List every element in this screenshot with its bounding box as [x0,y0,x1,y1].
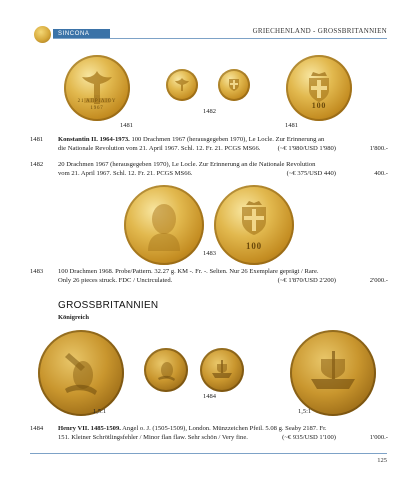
section-heading: GRIECHENLAND - GROSSBRITANNIEN [252,27,387,35]
coin-1481-date: 1967 [90,106,104,111]
coin-1484-reverse-large [290,330,376,416]
lot-text: 20 Drachmen 1967 (herausgegeben 1970), Le Locle. Zur Erinnerung an die Nationale Revolution vom 21. April 1967. Schl. 12. Fr. 21. PCGS MS66. [58,161,316,177]
lot-text: 100 Drachmen 1967 (herausgegeben 1970), Le Locle. Zur Erinnerung an die Nationale Revolution vom 21. April 1967. Schl. 12. Fr. 21. PCGS MS66. [58,136,325,152]
footer-divider [30,453,387,454]
lot-number: 1481 [30,136,44,143]
lot-number: 1483 [30,268,44,275]
coin-1481-legend: 21 AΠΡΙΛΙΟΥ [77,99,117,104]
lot-price: 1'000.- [369,434,388,441]
coin-1484-reverse [200,348,244,392]
coin-1482-obverse [166,69,198,101]
lot-estimate: (~€ 935/USD 1'100) [282,434,336,441]
lot-estimate: (~€ 1'980/USD 1'980) [277,145,336,152]
figure-label-1481-right: 1481 [285,122,298,129]
header-divider [53,38,387,39]
brand-label: SINCONA [58,31,90,37]
lot-1484 [30,424,390,444]
lot-estimate: (~€ 1'870/USD 2'200) [277,277,336,284]
lot-text: Angel o. J. (1505-1509), London. Münzzeichen Pfeil. 5.08 g. Seaby 2187. Fr. 151. Kleiner Schrötlingsfehler / Minor flan flaw. Sehr schön / Very fine. [58,425,327,441]
lot-title: Konstantin II. 1964-1973. [58,136,130,143]
lot-price: 400.- [374,170,388,177]
lot-1481 [30,135,390,155]
section-subtitle: Königreich [58,314,89,321]
scale-label-right: 1,5:1 [298,408,312,415]
figure-label-1482: 1482 [203,108,216,115]
scale-label-left: 1,5:1 [93,408,107,415]
king-portrait-icon [138,197,190,253]
lot-title: Henry VII. 1485-1509. [58,425,121,432]
figure-label-1481-left: 1481 [120,122,133,129]
coat-of-arms-icon [225,76,243,94]
coin-1483-value: 100 [246,241,262,251]
phoenix-soldier-icon [74,65,120,111]
lot-1482 [30,160,390,180]
archangel-michael-icon [151,355,181,385]
phoenix-icon [172,75,192,95]
lot-price: 2'000.- [369,277,388,284]
ship-shield-icon [303,343,363,403]
ship-shield-icon [207,355,237,385]
coin-1483-reverse [214,185,294,265]
page-number: 125 [377,457,387,464]
lot-price: 1'800.- [369,145,388,152]
page-header [0,0,418,40]
lot-estimate: (~€ 375/USD 440) [286,170,336,177]
section-title: GROSSBRITANNIEN [58,300,159,311]
lot-number: 1482 [30,161,44,168]
coin-1481-reverse [286,55,352,121]
coin-1482-reverse [218,69,250,101]
lot-1483 [30,267,390,287]
archangel-michael-icon [51,343,111,403]
lot-text: 100 Drachmen 1968. Probe/Pattern. 32.27 g. KM -. Fr. -. Selten. Nur 26 Exemplare geprägt / Rare. Only 26 pieces struck. FDC / Uncirculated. [58,268,319,284]
coin-1483-obverse [124,185,204,265]
lot-number: 1484 [30,425,44,432]
coin-1481-obverse [64,55,130,121]
figure-label-1484: 1484 [203,393,216,400]
figure-label-1483: 1483 [203,250,216,257]
sincona-logo-icon [34,26,51,43]
coin-1484-obverse [144,348,188,392]
coin-1484-obverse-large [38,330,124,416]
coin-1481-value: 100 [311,101,327,110]
